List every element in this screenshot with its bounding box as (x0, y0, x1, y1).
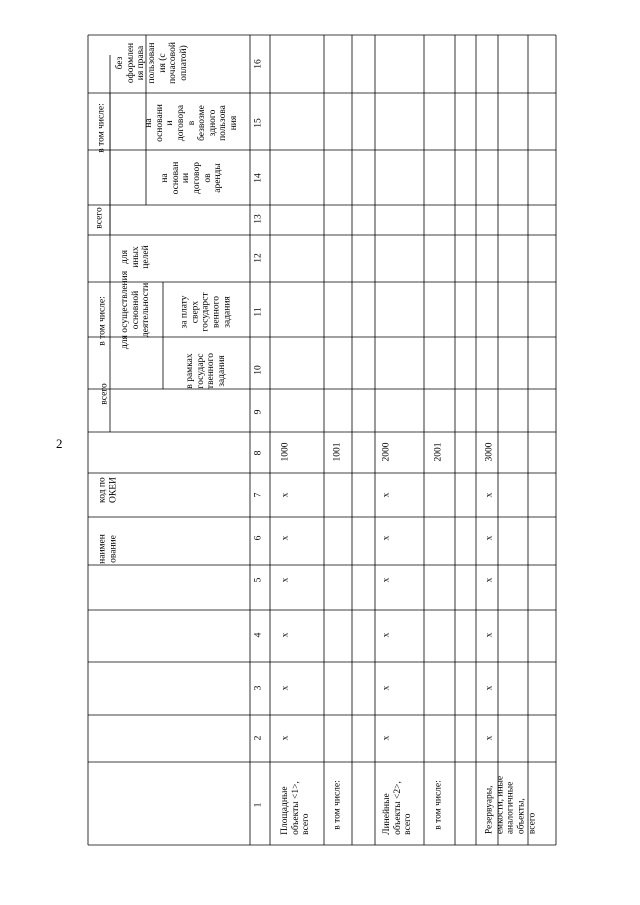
row-3-name: Линейные объекты <2>, всего (382, 781, 414, 835)
col-number-13: 13 (253, 214, 264, 224)
header-bezvozmezdnoe: на основани и договора в безвозме здного пользова ния (144, 104, 240, 142)
row-5-col-6: x (484, 535, 495, 541)
page-number: 2 (56, 436, 63, 451)
header-v-tom-chisle-left: в том числе: (97, 296, 108, 346)
row-3-col-7: x (381, 492, 392, 498)
header-kod-okei: код по ОКЕИ (97, 477, 118, 503)
row-1-col-5: x (280, 577, 291, 583)
col-number-9: 9 (253, 409, 264, 415)
col-number-14: 14 (253, 173, 264, 183)
objects-table (88, 35, 556, 845)
row-1-col-2: x (280, 735, 291, 741)
col-number-1: 1 (253, 802, 264, 808)
header-bez-oformleniya: без оформлен ия права пользован ия (с почасовой оплатой) (114, 42, 189, 84)
row-1-code: 1000 (280, 442, 291, 462)
row-5-col-5: x (484, 577, 495, 583)
row-5-col-7: x (484, 492, 495, 498)
header-dlya-inykh-tseley: для иных целей (120, 245, 152, 269)
header-vsego-right: всего (94, 207, 105, 229)
row-1-col-7: x (280, 492, 291, 498)
row-1-name: Площадные объекты <1>, всего (280, 781, 312, 835)
header-dlya-osnovnoy: для осуществления основной деятельности (120, 270, 152, 350)
row-4-name: в том числе: (433, 780, 444, 830)
header-v-tom-chisle-right: в том числе: (96, 103, 107, 153)
row-5-name: Резервуары, емкости, иные аналогичные объекты, всего (484, 775, 537, 835)
row-1-col-4: x (280, 632, 291, 638)
col-number-8: 8 (253, 450, 264, 456)
row-3-col-4: x (381, 632, 392, 638)
row-3-col-6: x (381, 535, 392, 541)
col-number-2: 2 (253, 735, 264, 741)
col-number-7: 7 (253, 492, 264, 498)
row-3-code: 2000 (381, 442, 392, 462)
col-number-4: 4 (253, 632, 264, 638)
col-number-11: 11 (253, 307, 264, 317)
col-number-10: 10 (253, 365, 264, 375)
header-v-ramkakh-goszadaniya: в рамках государс твенного задания (184, 352, 227, 390)
row-3-col-5: x (381, 577, 392, 583)
header-za-platu: за плату сверх государст венного задания (179, 292, 232, 332)
row-1-col-3: x (280, 685, 291, 691)
row-1-col-6: x (280, 535, 291, 541)
row-3-col-3: x (381, 685, 392, 691)
row-5-col-4: x (484, 632, 495, 638)
row-3-col-2: x (381, 735, 392, 741)
col-number-3: 3 (253, 685, 264, 691)
row-5-code: 3000 (484, 442, 495, 462)
row-5-col-2: x (484, 735, 495, 741)
col-number-16: 16 (253, 59, 264, 69)
col-number-5: 5 (253, 577, 264, 583)
header-vsego-left: всего (99, 383, 110, 405)
row-4-code: 2001 (433, 442, 444, 462)
col-number-15: 15 (253, 118, 264, 128)
table-grid (88, 35, 556, 845)
row-2-code: 1001 (332, 442, 343, 462)
col-number-12: 12 (253, 253, 264, 263)
row-5-col-3: x (484, 685, 495, 691)
row-2-name: в том числе: (332, 780, 343, 830)
header-arenda: на основан ии договор ов аренды (160, 161, 224, 195)
header-naimenovanie: наимен ование (97, 534, 118, 564)
col-number-6: 6 (253, 535, 264, 541)
